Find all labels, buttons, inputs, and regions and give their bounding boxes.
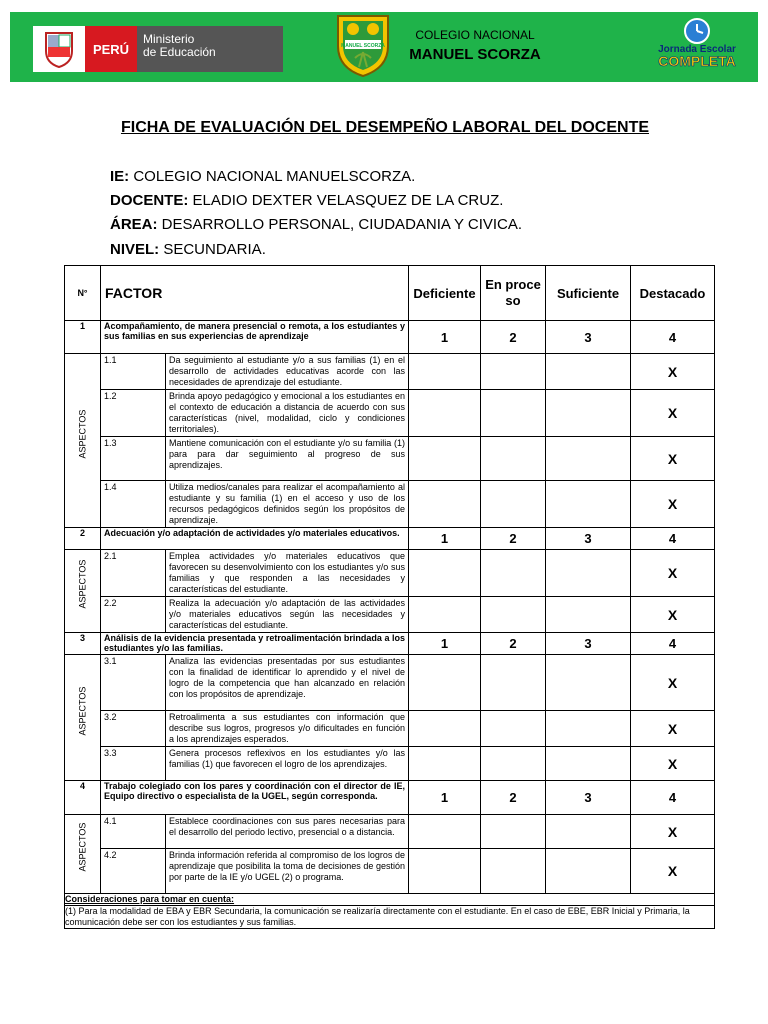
col-header-en-proceso: En proce so <box>481 266 546 321</box>
aspect-row <box>65 481 715 528</box>
aspect-number: 3.3 <box>101 747 166 781</box>
aspect-text: Analiza las evidencias presentadas por sus estudiantes con la finalidad de identificar lo aprendido y el nivel de logro de la competencia que han alcanzado en relación con los propósitos de aprendizaje. <box>166 655 409 711</box>
aspect-row <box>65 711 715 747</box>
rating-cell[interactable] <box>409 849 481 894</box>
score-2: 2 <box>481 528 546 550</box>
rating-cell[interactable] <box>409 655 481 711</box>
rating-mark[interactable]: X <box>631 550 715 597</box>
rating-mark[interactable]: X <box>631 815 715 849</box>
info-ie <box>110 168 415 185</box>
rating-mark[interactable]: X <box>631 597 715 633</box>
rating-cell[interactable] <box>481 550 546 597</box>
aspects-label: ASPECTOS <box>77 409 88 458</box>
rating-cell[interactable] <box>546 481 631 528</box>
aspect-text: Retroalimenta a sus estudiantes con información que describe sus logros, progresos y/o dificultades en función a los aprendizajes esperados. <box>166 711 409 747</box>
info-label: ÁREA: <box>110 216 158 233</box>
rating-mark[interactable]: X <box>631 437 715 481</box>
rating-cell[interactable] <box>409 481 481 528</box>
factor-text: Trabajo colegiado con los pares y coordinación con el director de IE, Equipo directivo o especialista de la UGEL, según corresponda. <box>101 781 409 815</box>
info-nivel <box>110 241 266 258</box>
ministry-name <box>137 26 283 72</box>
rating-cell[interactable] <box>409 747 481 781</box>
considerations-title: Consideraciones para tomar en cuenta: <box>65 894 715 906</box>
aspect-row <box>65 550 715 597</box>
jec-line-2: COMPLETA <box>658 53 736 69</box>
info-docente <box>110 192 503 209</box>
rating-cell[interactable] <box>481 747 546 781</box>
peru-label: PERÚ <box>85 26 137 72</box>
aspect-text: Utiliza medios/canales para realizar el acompañamiento al estudiante y su familia (1) en el acceso y uso de los recursos pedagógicos definidos según los propósitos de aprendizaje. <box>166 481 409 528</box>
aspects-label-cell <box>65 655 101 781</box>
aspect-text: Mantiene comunicación con el estudiante y/o su familia (1) para para dar seguimiento al progreso de sus aprendizajes. <box>166 437 409 481</box>
aspect-number: 1.3 <box>101 437 166 481</box>
aspect-number: 4.2 <box>101 849 166 894</box>
info-label: DOCENTE: <box>110 192 189 209</box>
factor-row <box>65 528 715 550</box>
school-name-line-2: MANUEL SCORZA <box>409 46 541 63</box>
info-value: ELADIO DEXTER VELASQUEZ DE LA CRUZ. <box>188 192 504 209</box>
info-value: DESARROLLO PERSONAL, CIUDADANIA Y CIVICA. <box>157 216 523 233</box>
rating-cell[interactable] <box>409 815 481 849</box>
jec-line-1: Jornada Escolar <box>658 44 736 55</box>
aspects-label-cell <box>65 550 101 633</box>
school-crest-icon <box>333 12 393 78</box>
factor-number: 4 <box>65 781 101 815</box>
aspect-text: Da seguimiento al estudiante y/o a sus familias (1) en el desarrollo de actividades educativas acorde con las necesidades de aprendizaje del estudiante. <box>166 354 409 390</box>
score-2: 2 <box>481 321 546 354</box>
aspect-number: 3.1 <box>101 655 166 711</box>
factor-number: 2 <box>65 528 101 550</box>
info-label: IE: <box>110 168 130 185</box>
crest-text: MANUEL SCORZA <box>341 43 385 49</box>
aspect-row <box>65 597 715 633</box>
aspects-label-cell <box>65 815 101 894</box>
peru-shield-icon <box>33 26 85 72</box>
factor-number: 3 <box>65 633 101 655</box>
aspects-label-cell <box>65 354 101 528</box>
rating-cell[interactable] <box>481 597 546 633</box>
rating-cell[interactable] <box>481 437 546 481</box>
aspect-number: 2.1 <box>101 550 166 597</box>
score-1: 1 <box>409 528 481 550</box>
ministry-logo <box>33 26 283 72</box>
score-2: 2 <box>481 633 546 655</box>
factor-text: Análisis de la evidencia presentada y retroalimentación brindada a los estudiantes y/o las familias. <box>101 633 409 655</box>
considerations-text: (1) Para la modalidad de EBA y EBR Secundaria, la comunicación se realizaría directamente con el estudiante. En el caso de EBE, EBR Inicial y Primaria, la comunicación debe ser con los estudiantes y sus familias. <box>65 906 715 929</box>
score-3: 3 <box>546 633 631 655</box>
rating-cell[interactable] <box>546 550 631 597</box>
rating-mark[interactable]: X <box>631 655 715 711</box>
score-2: 2 <box>481 781 546 815</box>
aspect-number: 1.4 <box>101 481 166 528</box>
rating-cell[interactable] <box>409 711 481 747</box>
aspect-text: Brinda información referida al compromiso de los logros de aprendizaje que posibilita la toma de decisiones de gestión por parte de la IE y/o UGEL (2) o programa. <box>166 849 409 894</box>
rating-mark[interactable]: X <box>631 354 715 390</box>
rating-cell[interactable] <box>546 747 631 781</box>
score-1: 1 <box>409 633 481 655</box>
aspect-number: 4.1 <box>101 815 166 849</box>
aspect-number: 1.1 <box>101 354 166 390</box>
rating-cell[interactable] <box>546 354 631 390</box>
col-header-num: N° <box>65 266 101 321</box>
document-title: FICHA DE EVALUACIÓN DEL DESEMPEÑO LABORAL DEL DOCENTE <box>120 119 650 136</box>
factor-text: Adecuación y/o adaptación de actividades y/o materiales educativos. <box>101 528 409 550</box>
factor-row <box>65 781 715 815</box>
rating-cell[interactable] <box>409 597 481 633</box>
aspect-text: Brinda apoyo pedagógico y emocional a los estudiantes en el contexto de educación a distancia de acuerdo con sus características (nivel, modalidad, ciclo y condiciones territoriales). <box>166 390 409 437</box>
considerations-title-row <box>65 894 715 906</box>
rating-mark[interactable]: X <box>631 747 715 781</box>
rating-cell[interactable] <box>409 437 481 481</box>
factor-row <box>65 321 715 354</box>
aspects-label: ASPECTOS <box>77 822 88 872</box>
info-value: COLEGIO NACIONAL MANUELSCORZA. <box>129 168 416 185</box>
aspect-row <box>65 437 715 481</box>
aspect-text: Emplea actividades y/o materiales educativos que favorecen su desenvolvimiento con los estudiantes y/o sus familias y que responden a las necesidades y características del estudiante. <box>166 550 409 597</box>
considerations-text-row <box>65 906 715 929</box>
score-3: 3 <box>546 321 631 354</box>
aspect-text: Realiza la adecuación y/o adaptación de las actividades y/o materiales educativos según las necesidades y características del estudiante. <box>166 597 409 633</box>
rating-cell[interactable] <box>546 390 631 437</box>
rating-cell[interactable] <box>546 849 631 894</box>
rating-mark[interactable]: X <box>631 849 715 894</box>
info-label: NIVEL: <box>110 241 160 258</box>
rating-cell[interactable] <box>409 550 481 597</box>
rating-cell[interactable] <box>481 849 546 894</box>
aspect-row <box>65 354 715 390</box>
rating-mark[interactable]: X <box>631 481 715 528</box>
aspect-number: 3.2 <box>101 711 166 747</box>
rating-cell[interactable] <box>546 597 631 633</box>
ministry-line-2: de Educación <box>143 45 216 59</box>
rating-mark[interactable]: X <box>631 711 715 747</box>
aspect-row <box>65 815 715 849</box>
score-1: 1 <box>409 321 481 354</box>
score-1: 1 <box>409 781 481 815</box>
col-header-deficiente: Deficiente <box>409 266 481 321</box>
score-4: 4 <box>631 528 715 550</box>
aspect-number: 2.2 <box>101 597 166 633</box>
aspects-label: ASPECTOS <box>77 686 88 735</box>
ministry-line-1: Ministerio <box>143 32 195 46</box>
rating-cell[interactable] <box>481 354 546 390</box>
rating-cell[interactable] <box>481 711 546 747</box>
score-4: 4 <box>631 321 715 354</box>
rating-mark[interactable]: X <box>631 390 715 437</box>
rating-cell[interactable] <box>546 655 631 711</box>
rating-cell[interactable] <box>481 390 546 437</box>
rating-cell[interactable] <box>409 390 481 437</box>
school-name-line-1: COLEGIO NACIONAL <box>415 28 535 42</box>
col-header-destacado: Destacado <box>631 266 715 321</box>
score-3: 3 <box>546 781 631 815</box>
score-4: 4 <box>631 633 715 655</box>
info-value: SECUNDARIA. <box>159 241 266 258</box>
aspect-text: Establece coordinaciones con sus pares necesarias para el desarrollo del periodo lectivo, presencial o a distancia. <box>166 815 409 849</box>
jec-logo <box>654 14 740 76</box>
factor-number: 1 <box>65 321 101 354</box>
aspects-label: ASPECTOS <box>77 559 88 609</box>
rating-cell[interactable] <box>546 815 631 849</box>
score-4: 4 <box>631 781 715 815</box>
evaluation-table <box>64 265 715 929</box>
col-header-factor: FACTOR <box>101 266 409 321</box>
aspect-row <box>65 655 715 711</box>
rating-cell[interactable] <box>481 655 546 711</box>
aspect-row <box>65 390 715 437</box>
factor-text: Acompañamiento, de manera presencial o remota, a los estudiantes y sus familias en sus experiencias de aprendizaje <box>101 321 409 354</box>
school-name <box>400 28 550 63</box>
aspect-text: Genera procesos reflexivos en los estudiantes y/o las familias (1) que favorecen el logro de los aprendizajes. <box>166 747 409 781</box>
factor-row <box>65 633 715 655</box>
col-header-suficiente: Suficiente <box>546 266 631 321</box>
aspect-row <box>65 747 715 781</box>
score-3: 3 <box>546 528 631 550</box>
rating-cell[interactable] <box>481 815 546 849</box>
table-header-row <box>65 266 715 321</box>
rating-cell[interactable] <box>546 437 631 481</box>
aspect-row <box>65 849 715 894</box>
aspect-number: 1.2 <box>101 390 166 437</box>
rating-cell[interactable] <box>481 481 546 528</box>
rating-cell[interactable] <box>409 354 481 390</box>
info-area <box>110 216 522 233</box>
rating-cell[interactable] <box>546 711 631 747</box>
